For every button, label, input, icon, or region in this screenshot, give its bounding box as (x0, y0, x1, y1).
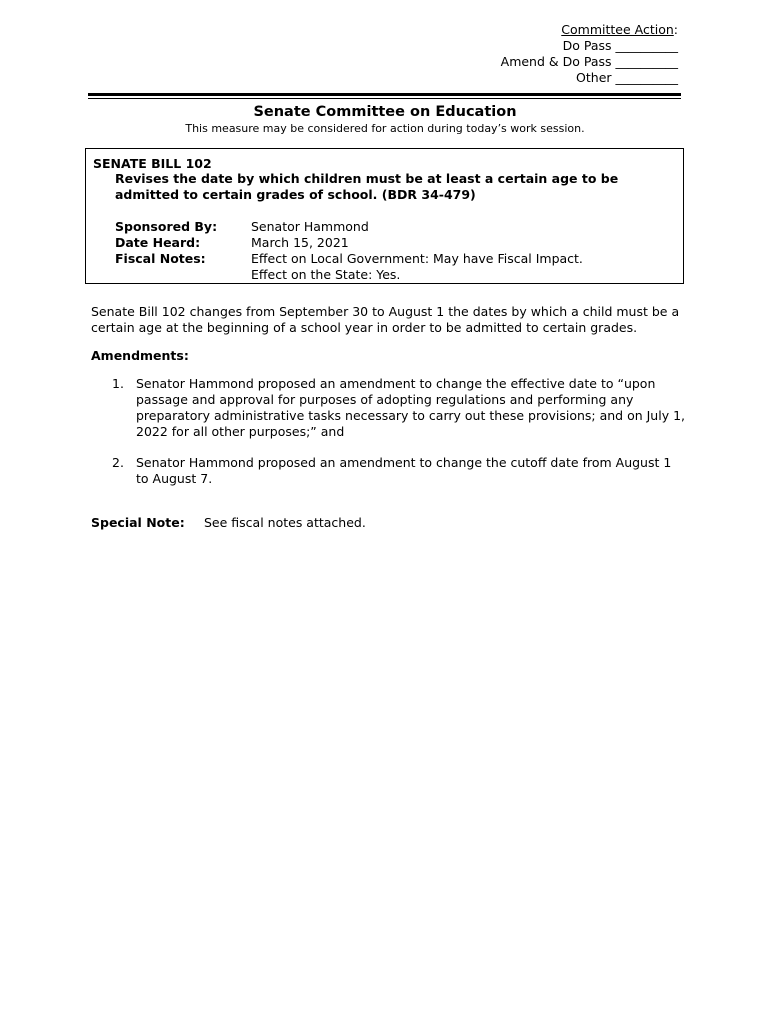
date-heard-value: March 15, 2021 (251, 235, 349, 250)
fiscal-state-value: Effect on the State: Yes. (251, 267, 401, 282)
amendment-text: Senator Hammond proposed an amendment to change the cutoff date from August 1 to August 7. (136, 455, 672, 486)
committee-action-title (418, 22, 678, 38)
fiscal-notes-spacer (115, 267, 251, 283)
committee-action-block (418, 22, 678, 86)
committee-action-colon: : (673, 22, 678, 37)
action-other: Other __________ (576, 70, 678, 85)
fiscal-notes-row-2 (115, 267, 583, 283)
amendment-text: Senator Hammond proposed an amendment to change the effective date to “upon passage and approval for purposes of adopting regulations and performing any preparatory administrative tasks necessary to carry out these provisions; and on July 1, 2022 for all other purposes;” and (136, 376, 685, 439)
bill-meta (115, 219, 583, 283)
bill-box (85, 148, 684, 284)
sponsored-row (115, 219, 583, 235)
bill-description: Revises the date by which children must be at least a certain age to be admitted to certain grades of school. (BDR 34-479) (115, 171, 619, 202)
header-rule-thin (88, 98, 681, 99)
sponsored-label: Sponsored By: (115, 219, 218, 234)
committee-subtitle: This measure may be considered for action during today’s work session. (185, 122, 585, 135)
list-item (91, 455, 686, 487)
amendments-list (91, 376, 686, 502)
bill-summary: Senate Bill 102 changes from September 30 to August 1 the dates by which a child must be a certain age at the beginning of a school year in order to be admitted to certain grades. (91, 304, 680, 335)
special-note-label: Special Note: (91, 515, 185, 530)
header-rule-thick (88, 93, 681, 96)
committee-title: Senate Committee on Education (253, 104, 517, 120)
committee-action-label: Committee Action (561, 22, 674, 37)
fiscal-local-value: Effect on Local Government: May have Fiscal Impact. (251, 251, 583, 266)
bill-number: SENATE BILL 102 (93, 156, 212, 171)
date-heard-row (115, 235, 583, 251)
action-amend-do-pass: Amend & Do Pass __________ (500, 54, 678, 69)
amendments-heading: Amendments: (91, 348, 189, 363)
special-note (91, 515, 366, 530)
list-item (91, 376, 686, 440)
amendment-number: 1. (112, 376, 124, 391)
date-heard-label: Date Heard: (115, 235, 201, 250)
special-note-text: See fiscal notes attached. (204, 515, 366, 530)
amendment-number: 2. (112, 455, 124, 470)
sponsored-value: Senator Hammond (251, 219, 369, 234)
action-do-pass: Do Pass __________ (562, 38, 678, 53)
fiscal-notes-row (115, 251, 583, 267)
fiscal-notes-label: Fiscal Notes: (115, 251, 206, 266)
